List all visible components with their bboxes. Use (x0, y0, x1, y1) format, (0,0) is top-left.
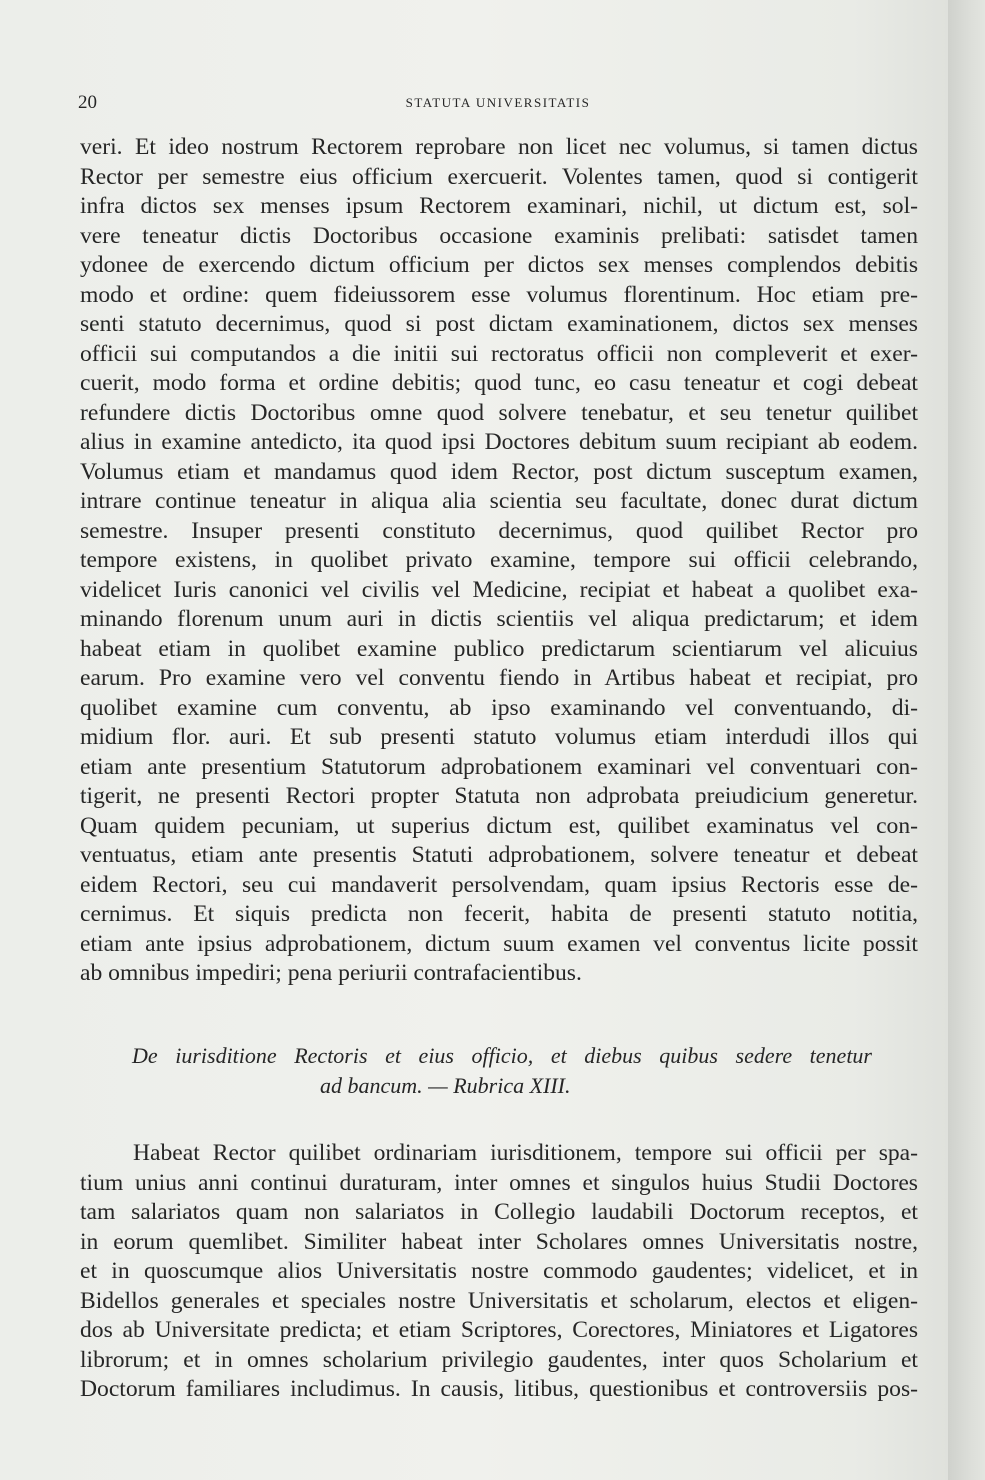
text-line: Volumus etiam et mandamus quod idem Rector, post dictum susceptum examen, (80, 458, 918, 485)
facing-page-edge (948, 0, 985, 1480)
rubric-heading (80, 1041, 920, 1101)
text-line: minando florenum unum auri in dictis scientiis vel aliqua predictarum; et idem (80, 606, 918, 632)
page-number: 20 (78, 92, 97, 113)
text-line: in eorum quemlibet. Similiter habeat inter Scholares omnes Universitatis nostre, (80, 1228, 918, 1255)
page-header (78, 92, 918, 118)
text-line: tigerit, ne presenti Rectori propter Statuta non adprobata preiudicium generetur. (80, 783, 918, 809)
text-line: Quam quidem pecuniam, ut superius dictum est, quilibet examinatus vel con- (80, 812, 918, 839)
text-line: et in quoscumque alios Universitatis nostre commodo gaudentes; videlicet, et in (80, 1258, 918, 1284)
running-head: STATUTA UNIVERSITATIS (405, 95, 591, 110)
text-line: Doctorum familiares includimus. In causis, litibus, questionibus et controversiis pos- (80, 1376, 918, 1402)
text-line: officii sui computandos a die initii sui rectoratus officii non compleverit et exer- (80, 340, 918, 367)
text-line: veri. Et ideo nostrum Rectorem reprobare non licet nec volumus, si tamen dictus (80, 134, 918, 160)
text-line: Habeat Rector quilibet ordinariam iurisditionem, tempore sui officii per spa- (133, 1140, 918, 1166)
rubric-line: De iurisditione Rectoris et eius officio, et diebus quibus sedere tenetur (132, 1043, 872, 1068)
text-line: infra dictos sex menses ipsum Rectorem examinari, nichil, ut dictum est, sol- (80, 193, 918, 219)
paragraph-statute-continuation (80, 133, 918, 989)
text-line: videlicet Iuris canonici vel civilis vel Medicine, recipiat et habeat a quolibet exa- (80, 576, 918, 603)
text-line: Bidellos generales et speciales nostre Universitatis et scholarum, electos et eligen- (80, 1287, 918, 1314)
text-line: ab omnibus impediri; pena periurii contrafacientibus. (80, 960, 582, 986)
text-line: eidem Rectori, seu cui mandaverit persolvendam, quam ipsius Rectoris esse de- (80, 871, 918, 898)
text-line: Rector per semestre eius officium exercuerit. Volentes tamen, quod si contigerit (80, 163, 918, 190)
text-line: habeat etiam in quolibet examine publico predictarum scientiarum vel alicuius (80, 635, 918, 662)
text-line: alius in examine antedicto, ita quod ipsi Doctores debitum suum recipiant ab eodem. (80, 429, 918, 455)
text-line: librorum; et in omnes scholarium privilegio gaudentes, inter quos Scholarium et (80, 1346, 918, 1373)
text-line: earum. Pro examine vero vel conventu fiendo in Artibus habeat et recipiat, pro (80, 665, 918, 691)
text-line: ventuatus, etiam ante presentis Statuti adprobationem, solvere teneatur et debeat (80, 842, 918, 868)
text-line: vere teneatur dictis Doctoribus occasione examinis prelibati: satisdet tamen (80, 222, 918, 249)
text-line: dos ab Universitate predicta; et etiam Scriptores, Corectores, Miniatores et Ligatores (80, 1317, 918, 1343)
text-line: modo et ordine: quem fideiussorem esse volumus florentinum. Hoc etiam pre- (80, 281, 918, 308)
text-line: cernimus. Et siquis predicta non fecerit, habita de presenti statuto notitia, (80, 901, 918, 927)
text-line: senti statuto decernimus, quod si post dictam examinationem, dictos sex menses (80, 311, 918, 337)
text-line: intrare continue teneatur in aliqua alia scientia seu facultate, donec durat dictum (80, 488, 918, 514)
text-line: tempore existens, in quolibet privato examine, tempore sui officii celebrando, (80, 547, 918, 573)
text-line: ydonee de exercendo dictum officium per dictos sex menses complendos debitis (80, 252, 918, 278)
text-line: quolibet examine cum conventu, ab ipso examinando vel conventuando, di- (80, 694, 918, 721)
text-line: etiam ante ipsius adprobationem, dictum suum examen vel conventus licite possit (80, 930, 918, 957)
text-line: semestre. Insuper presenti constituto decernimus, quod quilibet Rector pro (80, 517, 918, 544)
text-line: tam salariatos quam non salariatos in Collegio laudabili Doctorum receptos, et (80, 1199, 918, 1225)
text-line: cuerit, modo forma et ordine debitis; quod tunc, eo casu teneatur et cogi debeat (80, 370, 918, 396)
text-line: etiam ante presentium Statutorum adprobationem examinari vel conventuari con- (80, 753, 918, 780)
rubric-line: ad bancum. — Rubrica XIII. (320, 1073, 571, 1098)
text-line: midium flor. auri. Et sub presenti statuto volumus etiam interdudi illos qui (80, 724, 918, 750)
text-line: refundere dictis Doctoribus omne quod solvere tenebatur, et seu tenetur quilibet (80, 399, 918, 426)
text-line: tium unius anni continui duraturam, inter omnes et singulos huius Studii Doctores (80, 1169, 918, 1196)
paragraph-rector-jurisdiction (80, 1139, 918, 1405)
